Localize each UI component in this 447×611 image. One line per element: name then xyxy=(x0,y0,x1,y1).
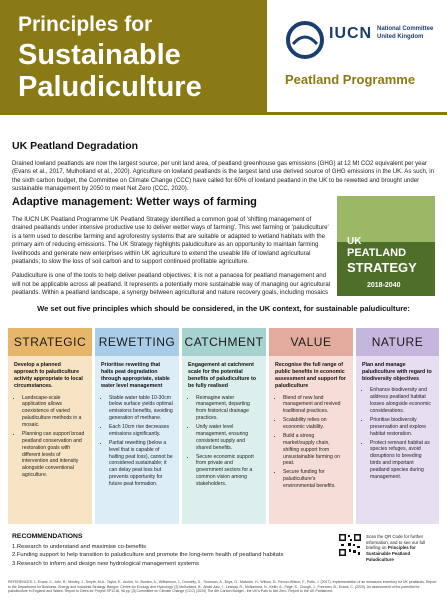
recommendations-list xyxy=(12,543,332,568)
principle-intro: Recognise the full range of public benefits in economic assessment and support for paludiculture xyxy=(275,362,346,390)
principle-point: • Protect remnant habitat as species refuges, avoid disruptions to breeding birds and important peatland species during management. xyxy=(370,440,433,481)
principle-intro: Plan and manage paludiculture with regard to biodiversity objectives xyxy=(362,362,432,383)
principle-heading: CATCHMENT xyxy=(182,328,266,356)
qr-caption-text: Scan the QR Code for further information, and to see our full briefing on xyxy=(366,534,426,551)
principle-nature xyxy=(356,328,439,524)
qr-code-icon[interactable] xyxy=(338,533,362,557)
principle-point: • Prioritise biodiversity preservation and explore habitat restoration. xyxy=(370,417,433,438)
principle-strategic xyxy=(8,328,92,524)
cover-title-2: PEATLAND xyxy=(347,247,407,259)
principle-point: • Reimagine water management, departing from historical drainage practices. xyxy=(196,395,260,423)
principle-intro: Develop a planned approach to paludiculture activity appropriate to local circumstances. xyxy=(14,362,83,390)
principle-points xyxy=(101,395,173,488)
recommendations-heading: RECOMMENDATIONS xyxy=(12,533,83,540)
principle-point: • Unify water level management, ensuring consistent supply and shared benefits. xyxy=(196,424,260,452)
qr-caption-title: Principles for Sustainable Peatland Paludiculture xyxy=(366,545,416,562)
adaptive-paragraph-1: The IUCN UK Peatland Programme UK Peatland Strategy identified a common goal of 'shifting management of drained peatlands under intensive productive use to deliver wetter ways of farming'. This wet farming or 'paludiculture' is a term used to describe farming and agroforestry systems that are suitable or adapted to wetland habitats with the primary aim of reducing emissions. The UK Strategy highlights paludiculture as an opportunity to maintain farming livelihoods and generate new enterprises within UK agriculture to extend the useable life of lowland agricultural peatlands; to slow the loss of soil carbon and to support continued profitable agriculture. xyxy=(12,216,329,266)
recommendation-item: 2.Funding support to help transition to paludiculture and promote the long-term health of peatland habitats xyxy=(12,552,284,559)
title-line-2: Sustainable xyxy=(18,39,181,71)
principle-body xyxy=(8,356,92,524)
degradation-body: Drained lowland peatlands are now the largest source, per unit land area, of peatland greenhouse gas emissions (GHG) at 12 Mt CO2 equivalent per year (Evans et al., 2017, Mulholland et al., 2020). Agriculture on lowland peatlands is the largest land use derived source of GHG emissions in the UK. As such, in the sixth carbon budget, the Committee on Climate Change (CCC) have called for 60% of lowland peatland in the UK to be rewetted and brought under sustainable management by 2050 to meet Net Zero (CCC, 2020). xyxy=(12,160,435,193)
recommendation-item: 1.Research to understand and maximise co-benefits xyxy=(12,544,147,550)
adaptive-section xyxy=(12,196,332,306)
principle-point: • Partial rewetting (below a level that is capable of halting peat loss), cannot be considered sustainable; it can delay peat loss but prevents opportunity for future peat formation. xyxy=(109,440,173,488)
header xyxy=(0,0,447,112)
principle-point: • Landscape-scale application allows coexistence of varied paludiculture methods in a mosaic. xyxy=(22,395,86,429)
degradation-heading: UK Peatland Degradation xyxy=(12,140,139,152)
principle-point: • Secure funding for paludiculture's environmental benefits. xyxy=(283,469,347,490)
principle-point: • Blend of new land management and revived traditional practices. xyxy=(283,395,347,416)
cover-title-1: UK xyxy=(347,236,362,247)
recommendations xyxy=(12,533,332,568)
principle-intro: Prioritise rewetting that halts peat degradation through appropriate, stable water level management xyxy=(101,362,170,390)
principle-body xyxy=(182,356,266,524)
principle-catchment xyxy=(182,328,266,524)
principles-banner xyxy=(0,296,447,324)
title-line-1: Principles for xyxy=(18,13,153,36)
principle-points xyxy=(14,395,86,480)
principle-body xyxy=(356,356,439,524)
principle-point: • Planning can support broad peatland conservation and restoration goals with different levels of intervention and intensity alongside conventional agriculture. xyxy=(22,431,86,479)
principle-point: • Each 10cm rise decreases emissions significantly. xyxy=(109,424,173,438)
cover-years: 2018-2040 xyxy=(367,282,401,289)
principle-points xyxy=(188,395,260,488)
principle-heading: REWETTING xyxy=(95,328,179,356)
principle-body xyxy=(95,356,179,524)
principle-point: • Scalability relies on economic viability. xyxy=(283,417,347,431)
principle-point: • Build a strong market/supply chain, shifting support from unsustainable farming on peat. xyxy=(283,433,347,467)
header-rule xyxy=(0,112,447,115)
cover-title-3: STRATEGY xyxy=(347,260,417,275)
principle-rewetting xyxy=(95,328,179,524)
iucn-logo-icon xyxy=(285,20,325,60)
qr-caption xyxy=(366,534,438,563)
principle-point: • Secure economic support from private and government sectors for a common vision among stakeholders. xyxy=(196,454,260,488)
strategy-cover-image xyxy=(337,196,435,298)
org-subtitle: National Committee United Kingdom xyxy=(377,26,434,40)
recommendation-item: 3.Research to inform and design new hydrological management systems xyxy=(12,560,199,567)
logo-box xyxy=(267,0,447,112)
principle-point: • Stable water table 10-30cm below surface yields optimal emissions benefits, avoiding generation of methane. xyxy=(109,395,173,423)
principle-intro: Engagement at catchment scale for the potential benefits of paludiculture to be fully realised xyxy=(188,362,256,390)
references: REFERENCES: 1. Evans, C., Artz, R., Moxley, J., Smyth, M-A., Taylor, E., Archer, N., Burden, A., Williamson, J., Donnelly, D., Thomson, A., Buys, G., Malcolm, H., Wilson, D., Renou-Wilson, F., Potts, J. (2017). Implementation of an emissions inventory for UK peatlands. Report to the Department for Business, Energy and Industrial Strategy. Bangor: Centre for Ecology and Hydrology. [2] Mulholland, B., Abdel-Aziz, I., Lindsay, R., McNamara, N., Keith, A., Page, S., Clough, J., Freeman, B., Evans, C. (2020). An assessment of the potential for paludiculture in England and Wales. Report to Defra for Project SP1218, 98 pp. [3] Committee on Climate Change (CCC) (2020) The 6th Carbon Budget - the UK's Path to Net Zero. Report to the UK Parliament. xyxy=(8,580,437,594)
banner-text: We set out five principles which should be considered, in the UK context, for sustainable paludiculture: xyxy=(37,304,410,313)
principles-columns xyxy=(8,328,439,524)
degradation-section xyxy=(12,140,435,194)
principle-points xyxy=(275,395,347,490)
principle-body xyxy=(269,356,353,524)
programme-name: Peatland Programme xyxy=(285,72,416,87)
principle-points xyxy=(362,387,433,480)
org-name: IUCN xyxy=(329,25,373,42)
principle-heading: NATURE xyxy=(356,328,439,356)
title-line-3: Paludiculture xyxy=(18,71,202,103)
adaptive-paragraph-2: Paludiculture is one of the tools to help deliver peatland objectives; it is not a panacea for peatland management and will not be applicable across all peatland. It represents a potentially more sustainable way of managing our agricultural peatlands. Within a peatland landscape, a synergy between agricultural and nature recovery goals, including mosaics xyxy=(12,272,331,297)
principle-heading: VALUE xyxy=(269,328,353,356)
principle-value xyxy=(269,328,353,524)
adaptive-heading: Adaptive management: Wetter ways of farming xyxy=(12,196,257,208)
principle-point: • Enhance biodiversity and address peatland habitat losses alongside economic considerations. xyxy=(370,387,433,415)
principle-heading: STRATEGIC xyxy=(8,328,92,356)
